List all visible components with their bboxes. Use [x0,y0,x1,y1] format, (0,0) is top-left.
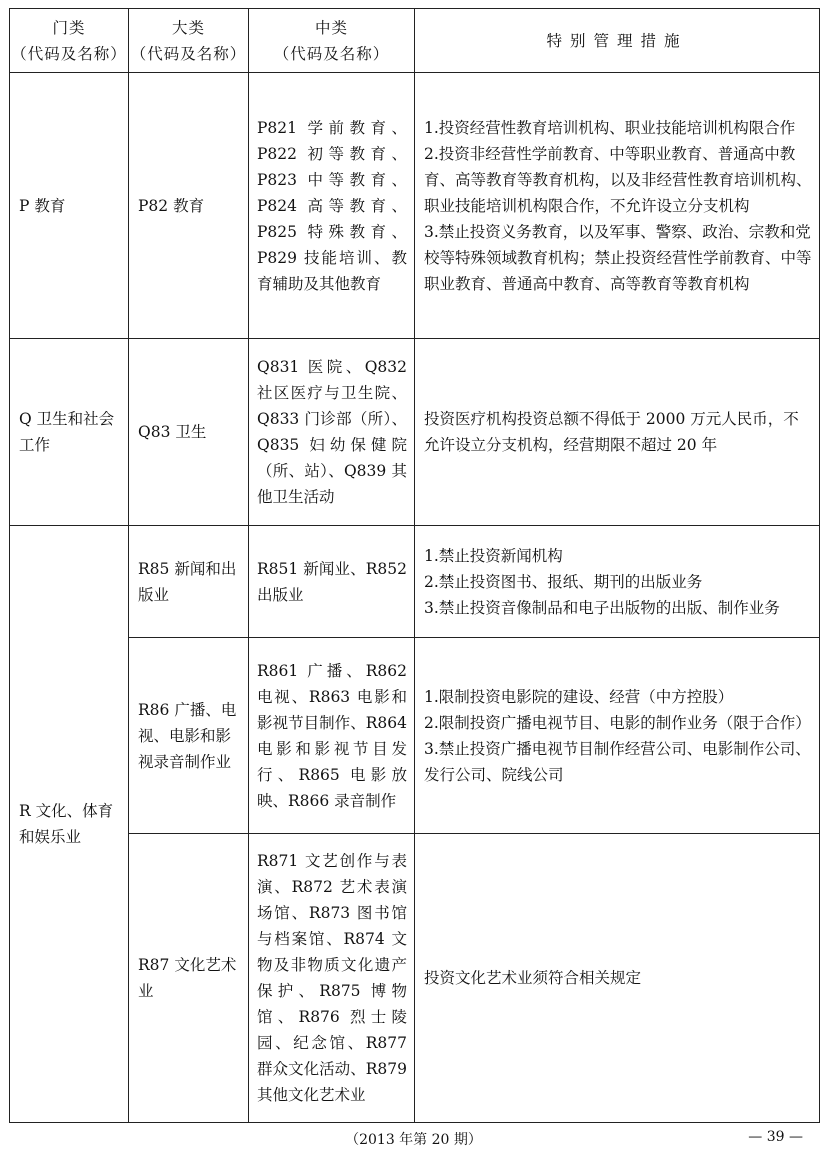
menlei-q: Q 卫生和社会工作 [10,339,129,526]
table-row-r85 [10,526,820,638]
measure-item: 3.禁止投资广播电视节目制作经营公司、电影制作公司、发行公司、院线公司 [424,739,811,784]
measure-item: 2.禁止投资图书、报纸、期刊的出版业务 [424,572,703,591]
table-row-q [10,339,820,526]
measures-q83 [415,339,820,526]
table-row-p [10,73,820,339]
measures-r87 [415,834,820,1123]
measures-p82 [415,73,820,339]
zhonglei-r86: R861 广播、R862 电视、R863 电影和影视节目制作、R864 电影和影视节目发行、R865 电影放映、R866 录音制作 [249,638,415,834]
header-dalei-label: 大类 [171,18,205,37]
measure-item: 1.投资经营性教育培训机构、职业技能培训机构限合作 [424,118,796,137]
special-measures-table [9,8,820,1123]
header-measures [415,9,820,73]
measure-item: 3.禁止投资义务教育，以及军事、警察、政治、宗教和党校等特殊领域教育机构；禁止投资经营性学前教育、中等职业教育、普通高中教育、高等教育等教育机构 [424,222,812,293]
measure-item: 1.禁止投资新闻机构 [424,546,563,565]
measure-item: 投资文化艺术业须符合相关规定 [424,969,642,987]
table-row-r86 [10,638,820,834]
measure-item: 1.限制投资电影院的建设、经营（中方控股） [424,687,734,706]
dalei-r86: R86 广播、电视、电影和影视录音制作业 [129,638,249,834]
measures-r85 [415,526,820,638]
zhonglei-r87: R871 文艺创作与表演、R872 艺术表演场馆、R873 图书馆与档案馆、R874 文物及非物质文化遗产保护、R875 博物馆、R876 烈士陵园、纪念馆、R877 群众文化活动、R879 其他文化艺术业 [249,834,415,1123]
dalei-r87: R87 文化艺术业 [129,834,249,1123]
measure-item: 投资医疗机构投资总额不得低于 2000 万元人民币，不允许设立分支机构，经营期限不超过 20 年 [424,410,799,454]
header-zhonglei [249,9,415,73]
header-dalei-sub: （代码及名称） [130,44,247,63]
table-row-r87 [10,834,820,1123]
measure-item: 3.禁止投资音像制品和电子出版物的出版、制作业务 [424,598,780,617]
header-dalei [129,9,249,73]
issue-number: （2013 年第 20 期） [345,1132,482,1148]
page-number: — 39 — [748,1129,803,1145]
menlei-p: P 教育 [10,73,129,339]
measure-item: 2.投资非经营性学前教育、中等职业教育、普通高中教育、高等教育等教育机构，以及非经营性教育培训机构、职业技能培训机构限合作，不允许设立分支机构 [424,144,812,215]
header-menlei-sub: （代码及名称） [11,44,127,63]
zhonglei-q83: Q831 医院、Q832 社区医疗与卫生院、Q833 门诊部（所）、Q835 妇幼保健院（所、站）、Q839 其他卫生活动 [249,339,415,526]
header-measures-label: 特别管理措施 [546,31,688,50]
header-menlei-label: 门类 [52,18,86,37]
header-menlei [10,9,129,73]
dalei-p82: P82 教育 [129,73,249,339]
zhonglei-r85: R851 新闻业、R852 出版业 [249,526,415,638]
zhonglei-p82: P821 学前教育、P822 初等教育、P823 中等教育、P824 高等教育、P825 特殊教育、P829 技能培训、教育辅助及其他教育 [249,73,415,339]
table-header-row [10,9,820,73]
header-zhonglei-label: 中类 [314,18,348,37]
menlei-r: R 文化、体育和娱乐业 [10,526,129,1123]
dalei-r85: R85 新闻和出版业 [129,526,249,638]
measures-r86 [415,638,820,834]
dalei-q83: Q83 卫生 [129,339,249,526]
header-zhonglei-sub: （代码及名称） [273,44,390,63]
measure-item: 2.限制投资广播电视节目、电影的制作业务（限于合作） [424,713,811,732]
